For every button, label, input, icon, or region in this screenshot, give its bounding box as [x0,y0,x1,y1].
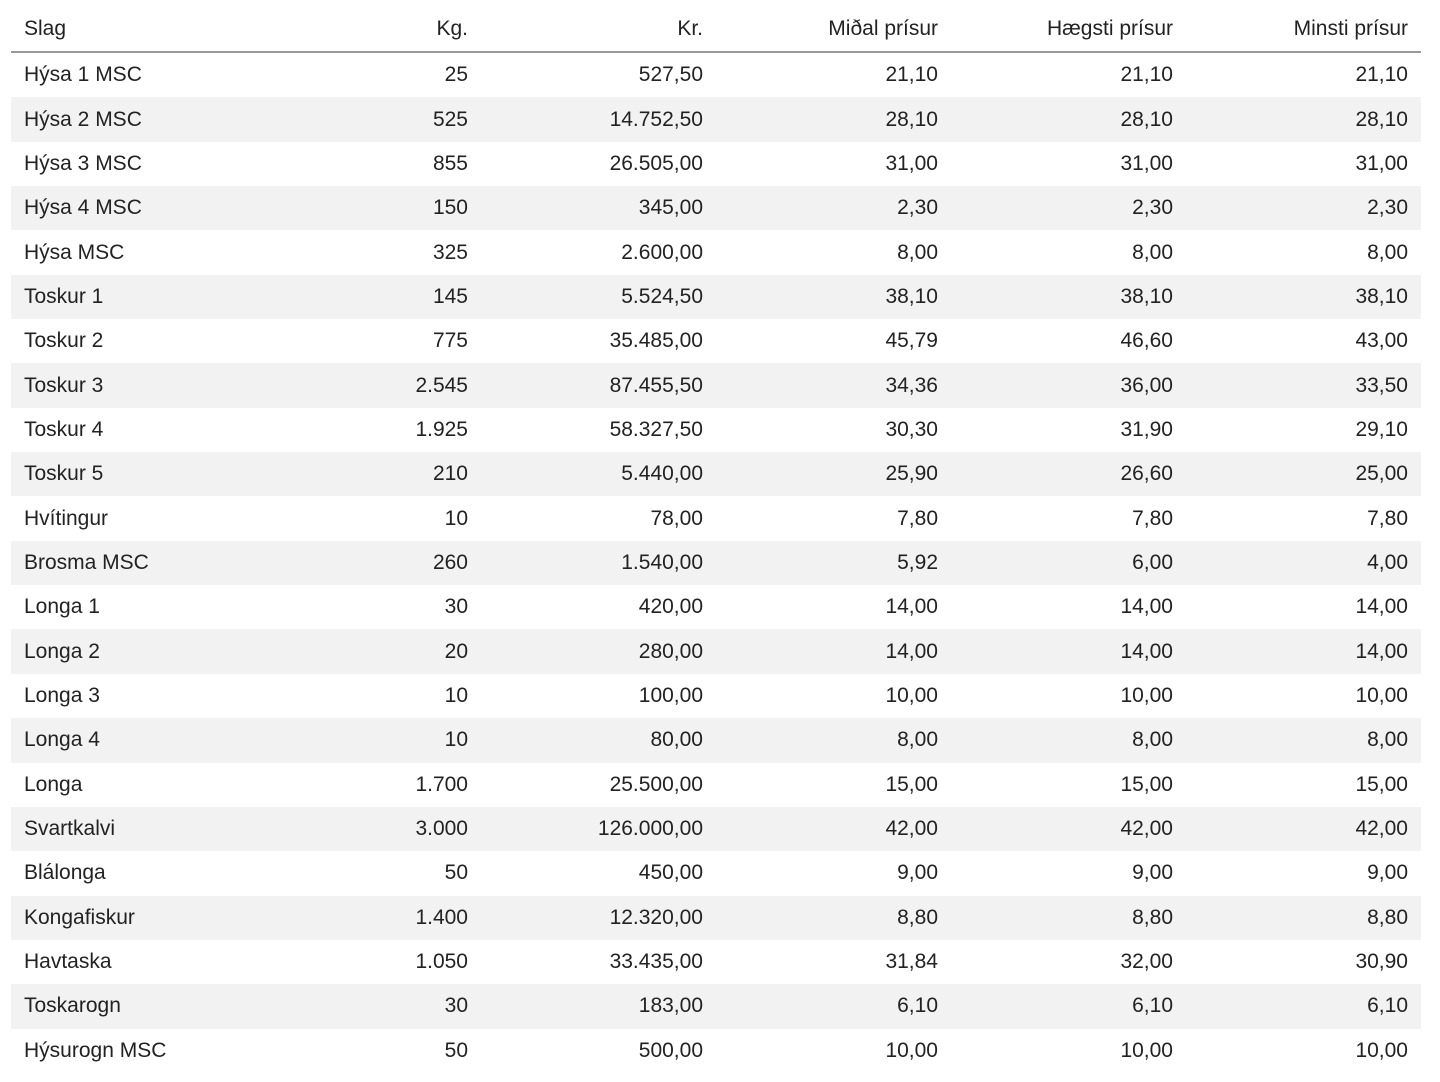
cell-kr: 5.524,50 [481,275,716,319]
column-header-kg[interactable]: Kg. [311,6,481,52]
cell-species: Toskur 1 [11,275,311,319]
table-row [11,52,1421,97]
cell-kr: 2.600,00 [621,240,703,264]
cell-species: Svartkalvi [11,807,311,851]
cell-species: Hýsurogn MSC [24,1038,167,1062]
cell-highest-price: 10,00 [1120,1038,1173,1062]
cell-species: Toskur 3 [11,363,311,407]
cell-average-price: 31,00 [885,151,938,175]
cell-average-price: 25,90 [716,452,951,496]
cell-lowest-price: 42,00 [1186,807,1421,851]
cell-average-price: 21,10 [885,63,938,87]
cell-average-price: 45,79 [885,329,938,353]
cell-highest-price: 2,30 [951,186,1186,230]
cell-species: Kongafiskur [11,896,311,940]
cell-average-price: 30,30 [885,417,938,441]
cell-species: Hýsa MSC [24,240,125,264]
cell-lowest-price: 28,10 [1186,97,1421,141]
cell-highest-price: 7,80 [1132,506,1173,530]
table-body [11,52,1421,1073]
table-row [11,186,1421,230]
cell-kg: 30 [311,984,481,1028]
cell-kr: 58.327,50 [609,417,703,441]
cell-average-price: 42,00 [716,807,951,851]
cell-average-price: 8,00 [897,240,938,264]
cell-kr: 345,00 [481,186,716,230]
cell-species: Longa 2 [11,629,311,673]
cell-lowest-price: 43,00 [1355,329,1408,353]
cell-kg: 145 [311,275,481,319]
cell-kr: 280,00 [481,629,716,673]
table-row [11,541,1421,585]
cell-highest-price: 32,00 [1120,950,1173,974]
cell-kr: 100,00 [638,683,703,707]
cell-highest-price: 6,00 [951,541,1186,585]
table-row [11,97,1421,141]
cell-kr: 33.435,00 [609,950,703,974]
column-header-lowest-price[interactable]: Minsti prísur [1186,6,1421,52]
cell-species: Hvítingur [24,506,109,530]
cell-lowest-price: 38,10 [1186,275,1421,319]
column-header-highest-price[interactable]: Hægsti prísur [951,6,1186,52]
cell-species: Longa 4 [11,718,311,762]
cell-kg: 50 [444,861,468,885]
cell-lowest-price: 8,80 [1186,896,1421,940]
cell-lowest-price: 7,80 [1367,506,1408,530]
table-row [11,363,1421,407]
cell-lowest-price: 29,10 [1355,417,1408,441]
cell-species: Hýsa 3 MSC [24,151,142,175]
cell-average-price: 8,80 [716,896,951,940]
cell-kg: 25 [444,63,468,87]
price-table-container [11,6,1421,1073]
table-row [11,940,1421,984]
cell-lowest-price: 14,00 [1186,629,1421,673]
cell-lowest-price: 10,00 [1355,1038,1408,1062]
cell-kg: 50 [444,1038,468,1062]
cell-lowest-price: 6,10 [1186,984,1421,1028]
cell-species: Toskur 2 [24,329,104,353]
cell-kg: 1.700 [415,772,468,796]
cell-highest-price: 28,10 [951,97,1186,141]
cell-highest-price: 15,00 [1120,772,1173,796]
cell-average-price: 28,10 [716,97,951,141]
cell-kr: 14.752,50 [481,97,716,141]
cell-highest-price: 21,10 [1120,63,1173,87]
column-header-kr[interactable]: Kr. [481,6,716,52]
cell-average-price: 31,84 [885,950,938,974]
cell-kg: 1.925 [415,417,468,441]
cell-kg: 30 [444,595,468,619]
cell-highest-price: 8,00 [1132,240,1173,264]
cell-lowest-price: 21,10 [1355,63,1408,87]
header-row [11,6,1421,52]
cell-lowest-price: 2,30 [1186,186,1421,230]
table-row [11,674,1421,718]
cell-average-price: 10,00 [885,683,938,707]
cell-kg: 2.545 [311,363,481,407]
table-row [11,1029,1421,1073]
cell-kr: 1.540,00 [481,541,716,585]
cell-species: Havtaska [24,950,112,974]
cell-kr: 126.000,00 [481,807,716,851]
cell-average-price: 34,36 [716,363,951,407]
cell-kr: 87.455,50 [481,363,716,407]
cell-kr: 500,00 [638,1038,703,1062]
cell-species: Hýsa 2 MSC [11,97,311,141]
cell-species: Toskur 5 [11,452,311,496]
cell-average-price: 2,30 [716,186,951,230]
cell-kr: 527,50 [638,63,703,87]
cell-highest-price: 31,90 [1120,417,1173,441]
cell-highest-price: 8,00 [951,718,1186,762]
table-row [11,585,1421,629]
cell-highest-price: 42,00 [951,807,1186,851]
cell-average-price: 38,10 [716,275,951,319]
table-row [11,452,1421,496]
cell-lowest-price: 14,00 [1355,595,1408,619]
cell-lowest-price: 4,00 [1186,541,1421,585]
cell-kg: 150 [311,186,481,230]
cell-species: Longa 1 [24,595,100,619]
cell-highest-price: 10,00 [1120,683,1173,707]
cell-kr: 35.485,00 [609,329,703,353]
cell-kr: 12.320,00 [481,896,716,940]
cell-species: Toskarogn [11,984,311,1028]
cell-kr: 80,00 [481,718,716,762]
cell-species: Toskur 4 [24,417,104,441]
cell-kg: 10 [444,683,468,707]
table-row [11,807,1421,851]
cell-kr: 183,00 [481,984,716,1028]
cell-average-price: 5,92 [716,541,951,585]
cell-species: Longa 3 [24,683,100,707]
price-table [11,6,1421,1073]
cell-kg: 260 [311,541,481,585]
cell-highest-price: 31,00 [1120,151,1173,175]
cell-lowest-price: 9,00 [1367,861,1408,885]
cell-highest-price: 14,00 [1120,595,1173,619]
cell-lowest-price: 33,50 [1186,363,1421,407]
cell-kg: 10 [311,718,481,762]
cell-average-price: 15,00 [885,772,938,796]
column-header-average-price[interactable]: Miðal prísur [716,6,951,52]
cell-highest-price: 6,10 [951,984,1186,1028]
cell-kr: 26.505,00 [609,151,703,175]
cell-lowest-price: 15,00 [1355,772,1408,796]
table-row [11,496,1421,540]
cell-species: Longa [24,772,83,796]
cell-species: Blálonga [24,861,106,885]
cell-species: Hýsa 1 MSC [24,63,142,87]
cell-kg: 325 [432,240,468,264]
cell-kr: 420,00 [638,595,703,619]
table-row [11,851,1421,895]
cell-lowest-price: 30,90 [1355,950,1408,974]
cell-average-price: 7,80 [897,506,938,530]
table-row [11,718,1421,762]
cell-lowest-price: 8,00 [1186,718,1421,762]
cell-highest-price: 9,00 [1132,861,1173,885]
cell-kr: 78,00 [650,506,703,530]
table-row [11,629,1421,673]
cell-kg: 20 [311,629,481,673]
cell-kr: 450,00 [638,861,703,885]
cell-highest-price: 14,00 [951,629,1186,673]
cell-kg: 1.050 [415,950,468,974]
cell-lowest-price: 8,00 [1367,240,1408,264]
table-row [11,142,1421,186]
cell-average-price: 8,00 [716,718,951,762]
cell-kg: 855 [432,151,468,175]
cell-kr: 25.500,00 [609,772,703,796]
table-row [11,230,1421,274]
cell-kg: 775 [432,329,468,353]
cell-highest-price: 38,10 [951,275,1186,319]
table-row [11,984,1421,1028]
cell-highest-price: 26,60 [951,452,1186,496]
cell-lowest-price: 31,00 [1355,151,1408,175]
cell-highest-price: 46,60 [1120,329,1173,353]
cell-average-price: 6,10 [716,984,951,1028]
cell-species: Brosma MSC [11,541,311,585]
table-row [11,275,1421,319]
cell-average-price: 9,00 [897,861,938,885]
cell-average-price: 14,00 [885,595,938,619]
cell-highest-price: 8,80 [951,896,1186,940]
cell-kg: 3.000 [311,807,481,851]
cell-highest-price: 36,00 [951,363,1186,407]
cell-species: Hýsa 4 MSC [11,186,311,230]
table-row [11,408,1421,452]
table-row [11,763,1421,807]
cell-lowest-price: 25,00 [1186,452,1421,496]
cell-kg: 1.400 [311,896,481,940]
cell-kg: 210 [311,452,481,496]
cell-lowest-price: 10,00 [1355,683,1408,707]
cell-average-price: 14,00 [716,629,951,673]
table-header [11,6,1421,52]
cell-average-price: 10,00 [885,1038,938,1062]
table-row [11,896,1421,940]
column-header-name[interactable]: Slag [11,6,311,52]
cell-kg: 525 [311,97,481,141]
table-row [11,319,1421,363]
cell-kr: 5.440,00 [481,452,716,496]
cell-kg: 10 [444,506,468,530]
